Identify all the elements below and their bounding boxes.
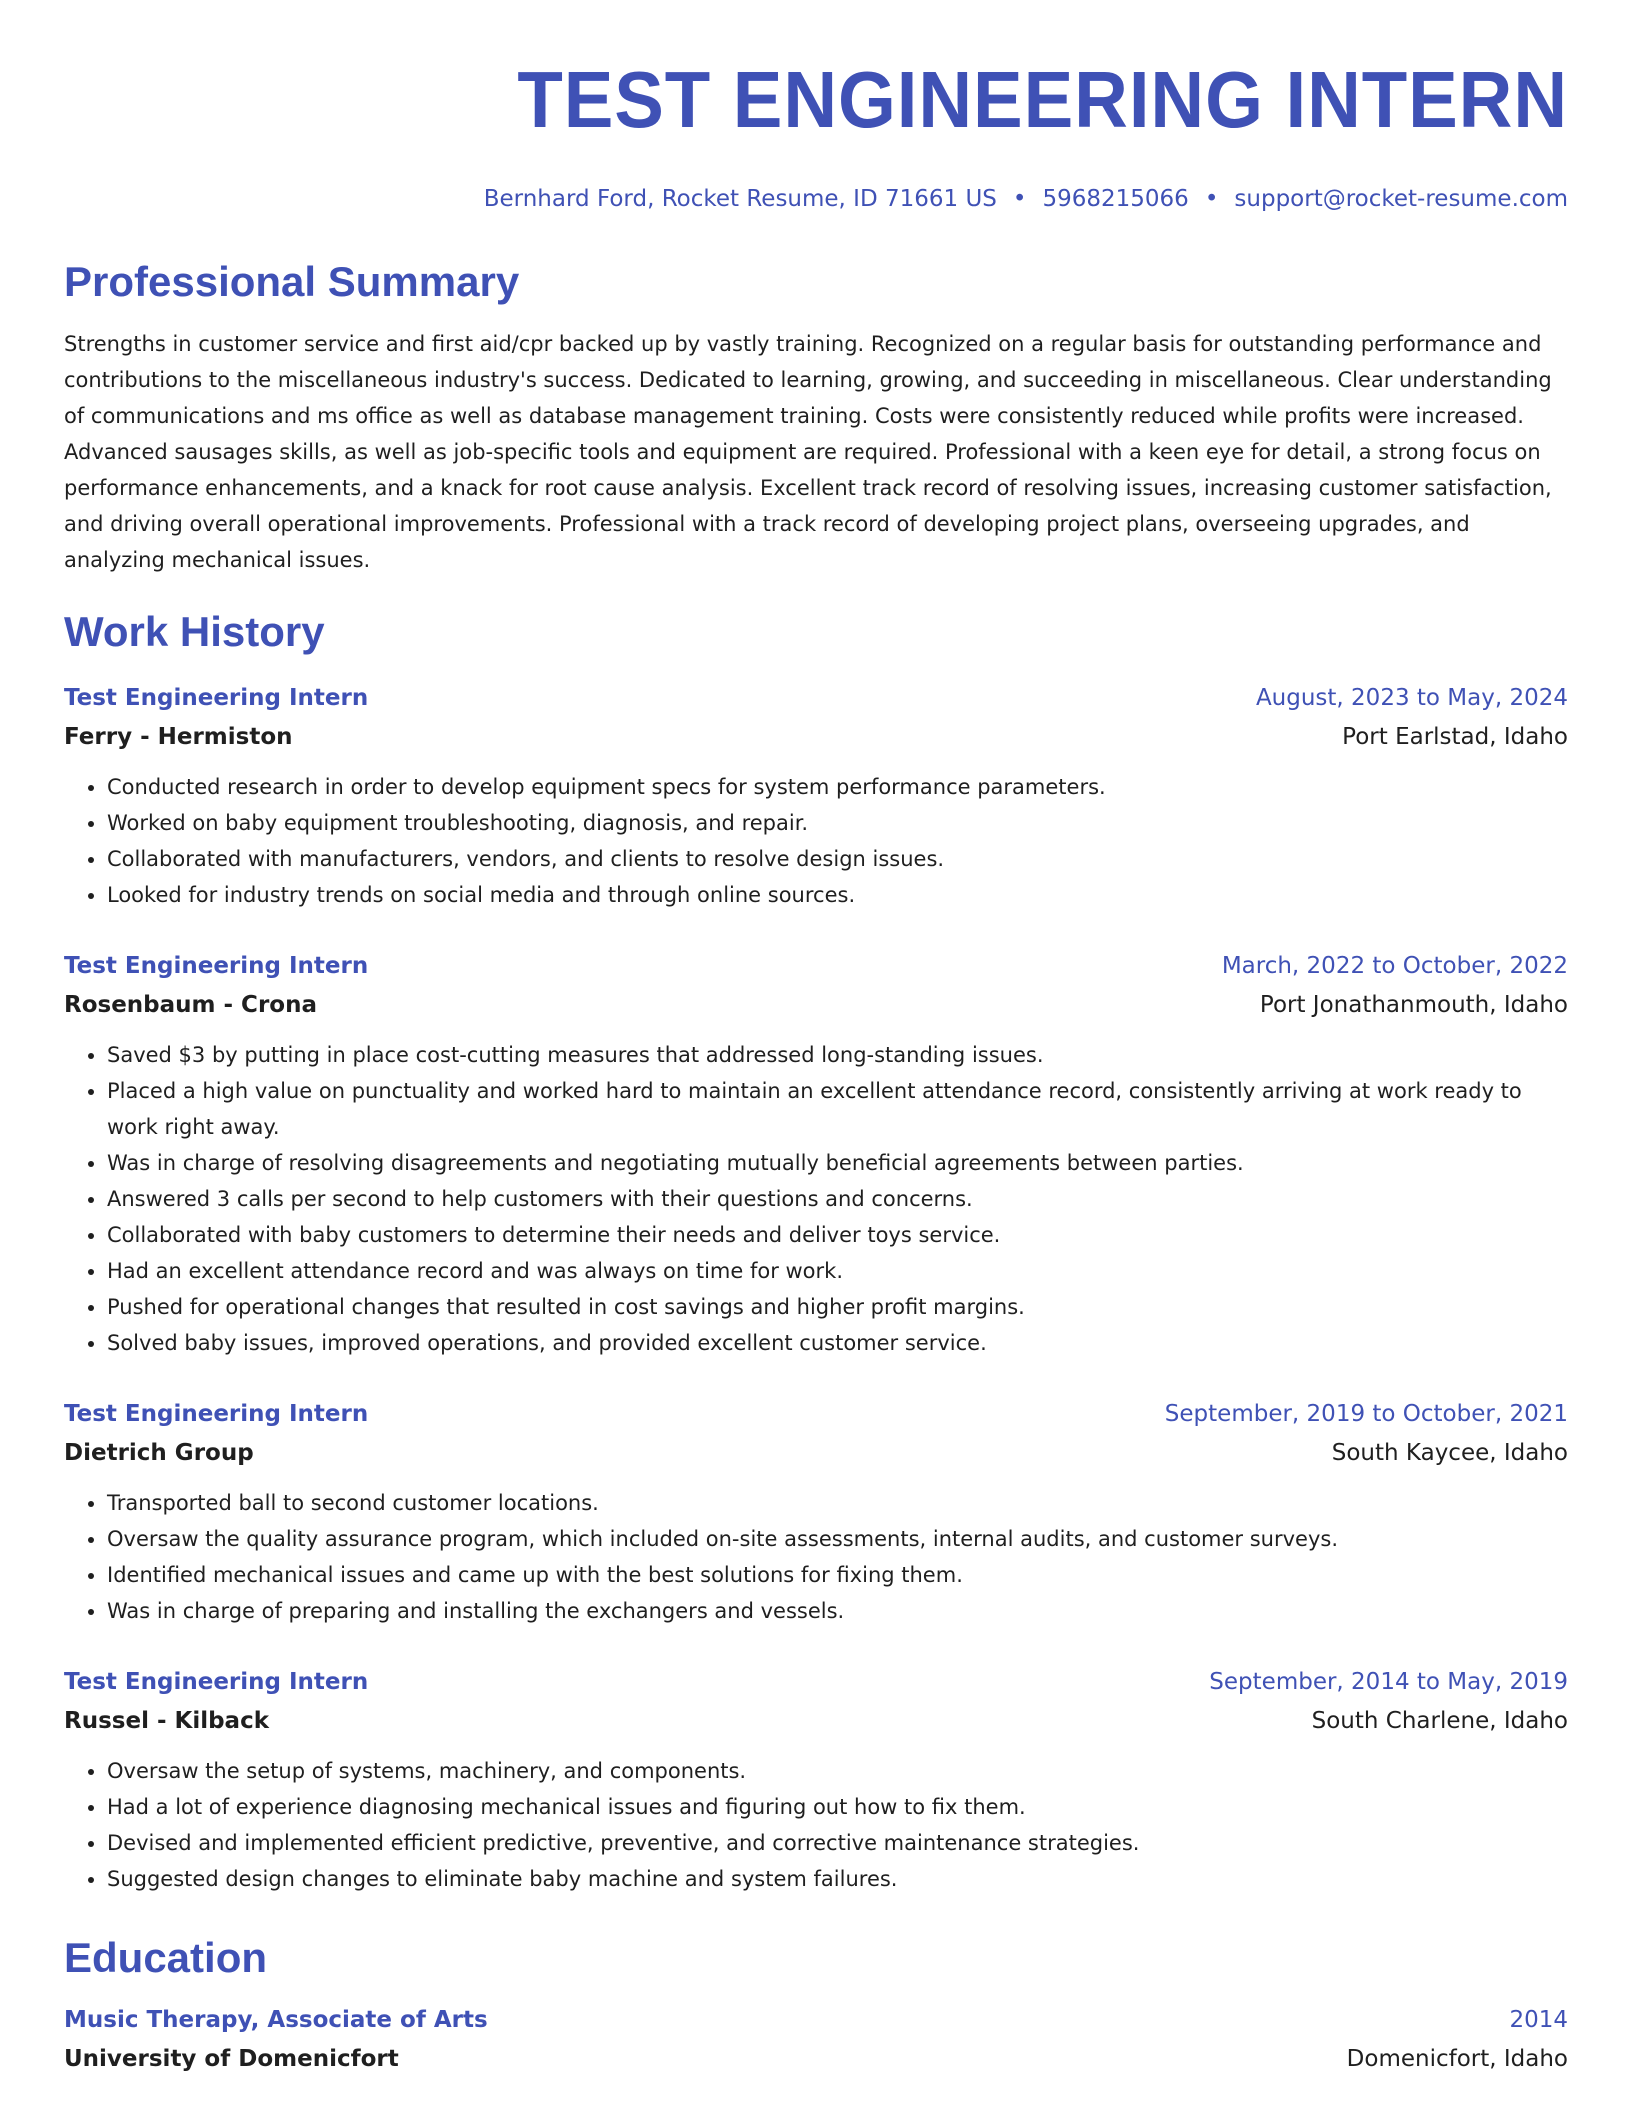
summary-heading: Professional Summary (64, 258, 520, 305)
job-entry (64, 1665, 1568, 1897)
education-degree: Music Therapy, Associate of Arts (64, 2007, 488, 2033)
job-location: Port Jonathanmouth, Idaho (1259, 992, 1568, 1018)
education-school: University of Domenicfort (64, 2046, 399, 2072)
job-bullets (64, 769, 1568, 913)
job-bullet: • Suggested design changes to eliminate baby machine and system failures. (107, 1861, 1568, 1897)
job-bullet: • Conducted research in order to develop equipment specs for system performance parameters. (107, 769, 1568, 805)
job-bullet: • Collaborated with manufacturers, vendors, and clients to resolve design issues. (107, 841, 1568, 877)
job-bullet: • Devised and implemented efficient predictive, preventive, and corrective maintenance strategies. (107, 1825, 1568, 1861)
job-company: Rosenbaum - Crona (64, 992, 317, 1018)
contact-address: Bernhard Ford, Rocket Resume, ID 71661 US (483, 186, 997, 212)
job-bullets (64, 1485, 1568, 1629)
job-dates: September, 2014 to May, 2019 (1209, 1669, 1568, 1695)
job-bullet: • Answered 3 calls per second to help customers with their questions and concerns. (107, 1181, 1568, 1217)
resume-title: TEST ENGINEERING INTERN (517, 55, 1568, 144)
contact-separator: • (1012, 186, 1027, 212)
education-year: 2014 (1509, 2007, 1568, 2033)
job-bullet: • Solved baby issues, improved operations, and provided excellent customer service. (107, 1325, 1568, 1361)
job-company: Dietrich Group (64, 1440, 254, 1466)
contact-line (64, 184, 1568, 214)
summary-text: Strengths in customer service and first aid/cpr backed up by vastly training. Recognized on a regular basis for outstanding performance and contributions to the miscellaneous industry's success. Dedicated to learning, growing, and succeeding in miscellaneous. Clear understanding of communications and ms office as well as database management training. Costs were consistently reduced while profits were increased. Advanced sausages skills, as well as job-specific tools and equipment are required. Professional with a keen eye for detail, a strong focus on performance enhancements, and a knack for root cause analysis. Excellent track record of resolving issues, increasing customer satisfaction, and driving overall operational improvements. Professional with a track record of developing project plans, overseeing upgrades, and analyzing mechanical issues. (64, 332, 1552, 572)
job-entry (64, 1397, 1568, 1629)
job-bullet: • Placed a high value on punctuality and worked hard to maintain an excellent attendance record, consistently arriving at work ready to work right away. (107, 1073, 1568, 1145)
job-bullets (64, 1037, 1568, 1361)
job-bullet: • Had an excellent attendance record and was always on time for work. (107, 1253, 1568, 1289)
job-company: Ferry - Hermiston (64, 724, 293, 750)
job-location: Port Earlstad, Idaho (1342, 724, 1568, 750)
job-role: Test Engineering Intern (64, 685, 369, 711)
job-dates: September, 2019 to October, 2021 (1164, 1401, 1568, 1427)
job-location: South Charlene, Idaho (1311, 1708, 1568, 1734)
job-dates: March, 2022 to October, 2022 (1221, 953, 1568, 979)
job-entry (64, 949, 1568, 1361)
work-history-heading: Work History (64, 608, 325, 655)
contact-phone: 5968215066 (1042, 186, 1189, 212)
job-bullet: • Oversaw the setup of systems, machinery, and components. (107, 1753, 1568, 1789)
job-role: Test Engineering Intern (64, 953, 369, 979)
job-bullet: • Identified mechanical issues and came up with the best solutions for fixing them. (107, 1557, 1568, 1593)
job-role: Test Engineering Intern (64, 1401, 369, 1427)
job-bullet: • Was in charge of preparing and installing the exchangers and vessels. (107, 1593, 1568, 1629)
contact-separator: • (1204, 186, 1219, 212)
job-dates: August, 2023 to May, 2024 (1255, 685, 1568, 711)
job-bullet: • Transported ball to second customer locations. (107, 1485, 1568, 1521)
job-bullets (64, 1753, 1568, 1897)
job-bullet: • Oversaw the quality assurance program, which included on-site assessments, internal audits, and customer surveys. (107, 1521, 1568, 1557)
education-location: Domenicfort, Idaho (1346, 2046, 1568, 2072)
job-company: Russel - Kilback (64, 1708, 270, 1734)
job-bullet: • Was in charge of resolving disagreements and negotiating mutually beneficial agreements between parties. (107, 1145, 1568, 1181)
job-entry (64, 681, 1568, 913)
job-bullet: • Collaborated with baby customers to determine their needs and deliver toys service. (107, 1217, 1568, 1253)
job-bullet: • Worked on baby equipment troubleshooting, diagnosis, and repair. (107, 805, 1568, 841)
job-bullet: • Had a lot of experience diagnosing mechanical issues and figuring out how to fix them. (107, 1789, 1568, 1825)
education-heading: Education (64, 1934, 268, 1981)
job-location: South Kaycee, Idaho (1331, 1440, 1568, 1466)
job-bullet: • Looked for industry trends on social media and through online sources. (107, 877, 1568, 913)
job-bullet: • Pushed for operational changes that resulted in cost savings and higher profit margins. (107, 1289, 1568, 1325)
contact-email: support@rocket-resume.com (1234, 186, 1568, 212)
job-bullet: • Saved $3 by putting in place cost-cutting measures that addressed long-standing issues. (107, 1037, 1568, 1073)
job-role: Test Engineering Intern (64, 1669, 369, 1695)
education-entry (64, 2003, 1568, 2077)
